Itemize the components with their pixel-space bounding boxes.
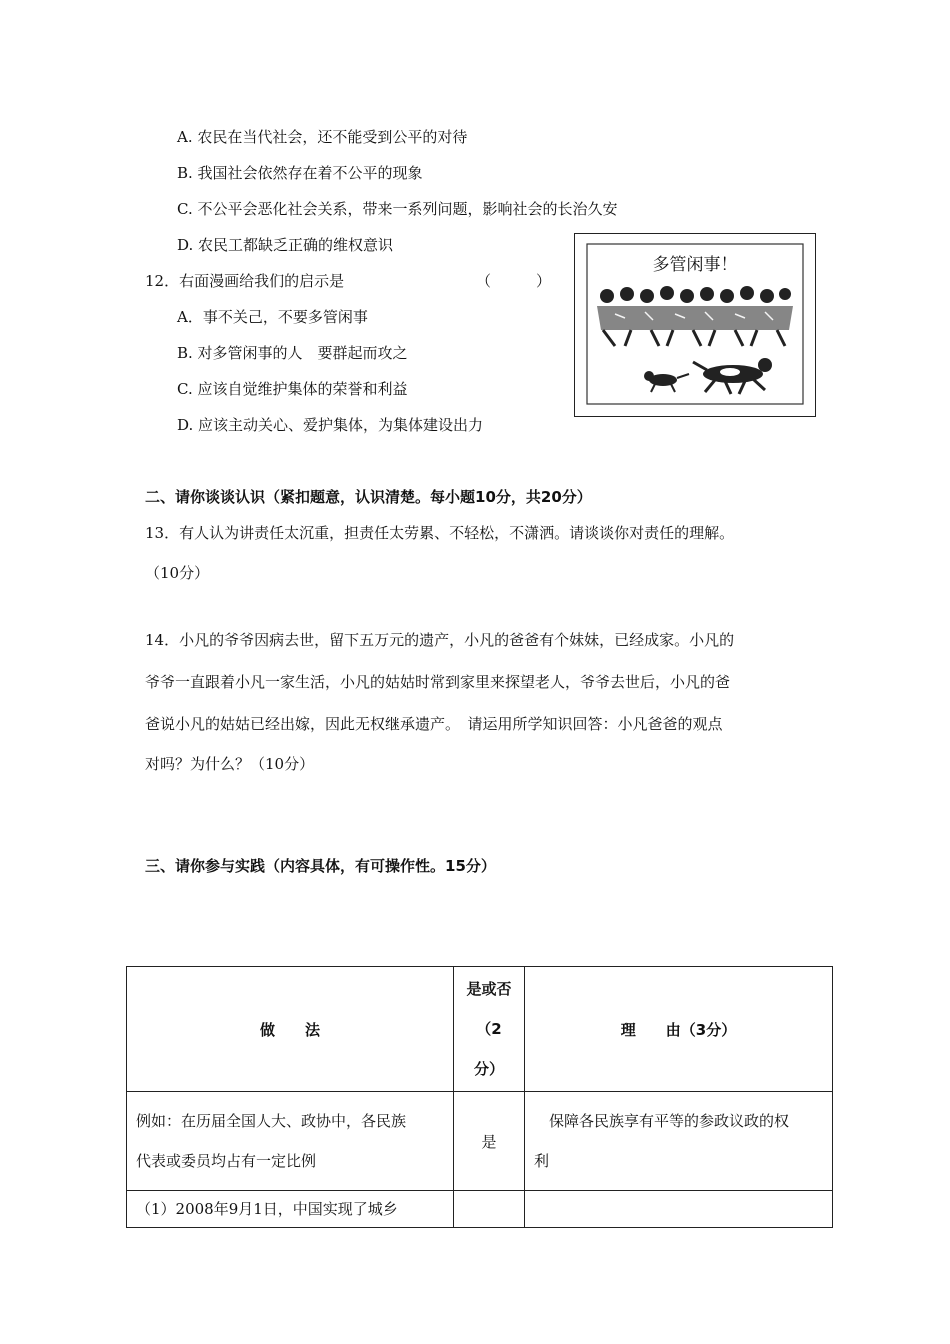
- q12-option-b: B. 对多管闲事的人 要群起而攻之: [177, 344, 408, 362]
- header-yes-no-line-3: 分）: [473, 1060, 504, 1078]
- q13-line-2: （10分）: [145, 564, 210, 582]
- q12-option-c: C. 应该自觉维护集体的荣誉和利益: [177, 380, 408, 398]
- header-reason: 理 由（3分）: [525, 967, 833, 1092]
- header-yes-no-line-2: （2: [476, 1020, 502, 1038]
- row1-method-text: （1）2008年9月1日，中国实现了城乡: [136, 1200, 398, 1218]
- header-yes-no-line-1: 是或否: [466, 980, 512, 998]
- q13-line-1: 13．有人认为讲责任太沉重，担责任太劳累、不轻松，不潇洒。请谈谈你对责任的理解。: [145, 524, 735, 542]
- example-yes-no-cell: 是: [454, 1092, 525, 1191]
- section-3-heading: 三、请你参与实践（内容具体，有可操作性。15分）: [145, 857, 496, 875]
- example-method-cell: [127, 1092, 454, 1191]
- header-yes-no: [454, 967, 525, 1092]
- header-method: 做 法: [127, 967, 454, 1092]
- table-header-row: [127, 967, 833, 1092]
- example-reason-line-2: 利: [534, 1152, 550, 1170]
- q12-stem: 12．右面漫画给我们的启示是: [145, 272, 345, 290]
- table-row: [127, 1191, 833, 1228]
- cartoon-drawing: [575, 234, 814, 415]
- example-method-line-1: 例如：在历届全国人大、政协中，各民族: [136, 1112, 407, 1130]
- q14-line-2: 爷爷一直跟着小凡一家生活，小凡的姑姑时常到家里来探望老人，爷爷去世后，小凡的爸: [145, 673, 731, 691]
- cat-figure: [644, 371, 689, 392]
- example-reason-cell: [525, 1092, 833, 1191]
- q12-option-a: A．事不关己，不要多管闲事: [177, 308, 368, 326]
- row1-method-cell: [127, 1191, 454, 1228]
- row1-reason-cell[interactable]: [525, 1191, 833, 1228]
- cartoon-caption: 多管闲事！: [652, 255, 738, 275]
- example-reason-line-1: 保障各民族享有平等的参政议政的权: [534, 1112, 790, 1130]
- dog-figure: [693, 358, 772, 394]
- row1-yes-no-cell[interactable]: [454, 1191, 525, 1228]
- q11-option-c: C. 不公平会恶化社会关系，带来一系列问题，影响社会的长治久安: [177, 200, 618, 218]
- q11-option-b: B. 我国社会依然存在着不公平的现象: [177, 164, 423, 182]
- q14-line-4: 对吗？为什么？（10分）: [145, 755, 315, 773]
- q14-line-1: 14．小凡的爷爷因病去世，留下五万元的遗产，小凡的爸爸有个妹妹，已经成家。小凡的: [145, 631, 735, 649]
- q14-line-3: 爸说小凡的姑姑已经出嫁，因此无权继承遗产。 请运用所学知识回答：小凡爸爸的观点: [145, 715, 723, 733]
- crowd-figures: [597, 286, 793, 346]
- q12-answer-paren: （ ）: [476, 272, 552, 290]
- q11-option-a: A. 农民在当代社会，还不能受到公平的对待: [177, 128, 468, 146]
- practice-table: [126, 966, 833, 1228]
- q11-option-d: D. 农民工都缺乏正确的维权意识: [177, 236, 394, 254]
- section-2-heading: 二、请你谈谈认识（紧扣题意，认识清楚。每小题10分，共20分）: [145, 488, 592, 506]
- table-row: [127, 1092, 833, 1191]
- q12-option-d: D. 应该主动关心、爱护集体，为集体建设出力: [177, 416, 484, 434]
- example-method-line-2: 代表或委员均占有一定比例: [136, 1152, 317, 1170]
- cartoon-illustration: [574, 233, 816, 417]
